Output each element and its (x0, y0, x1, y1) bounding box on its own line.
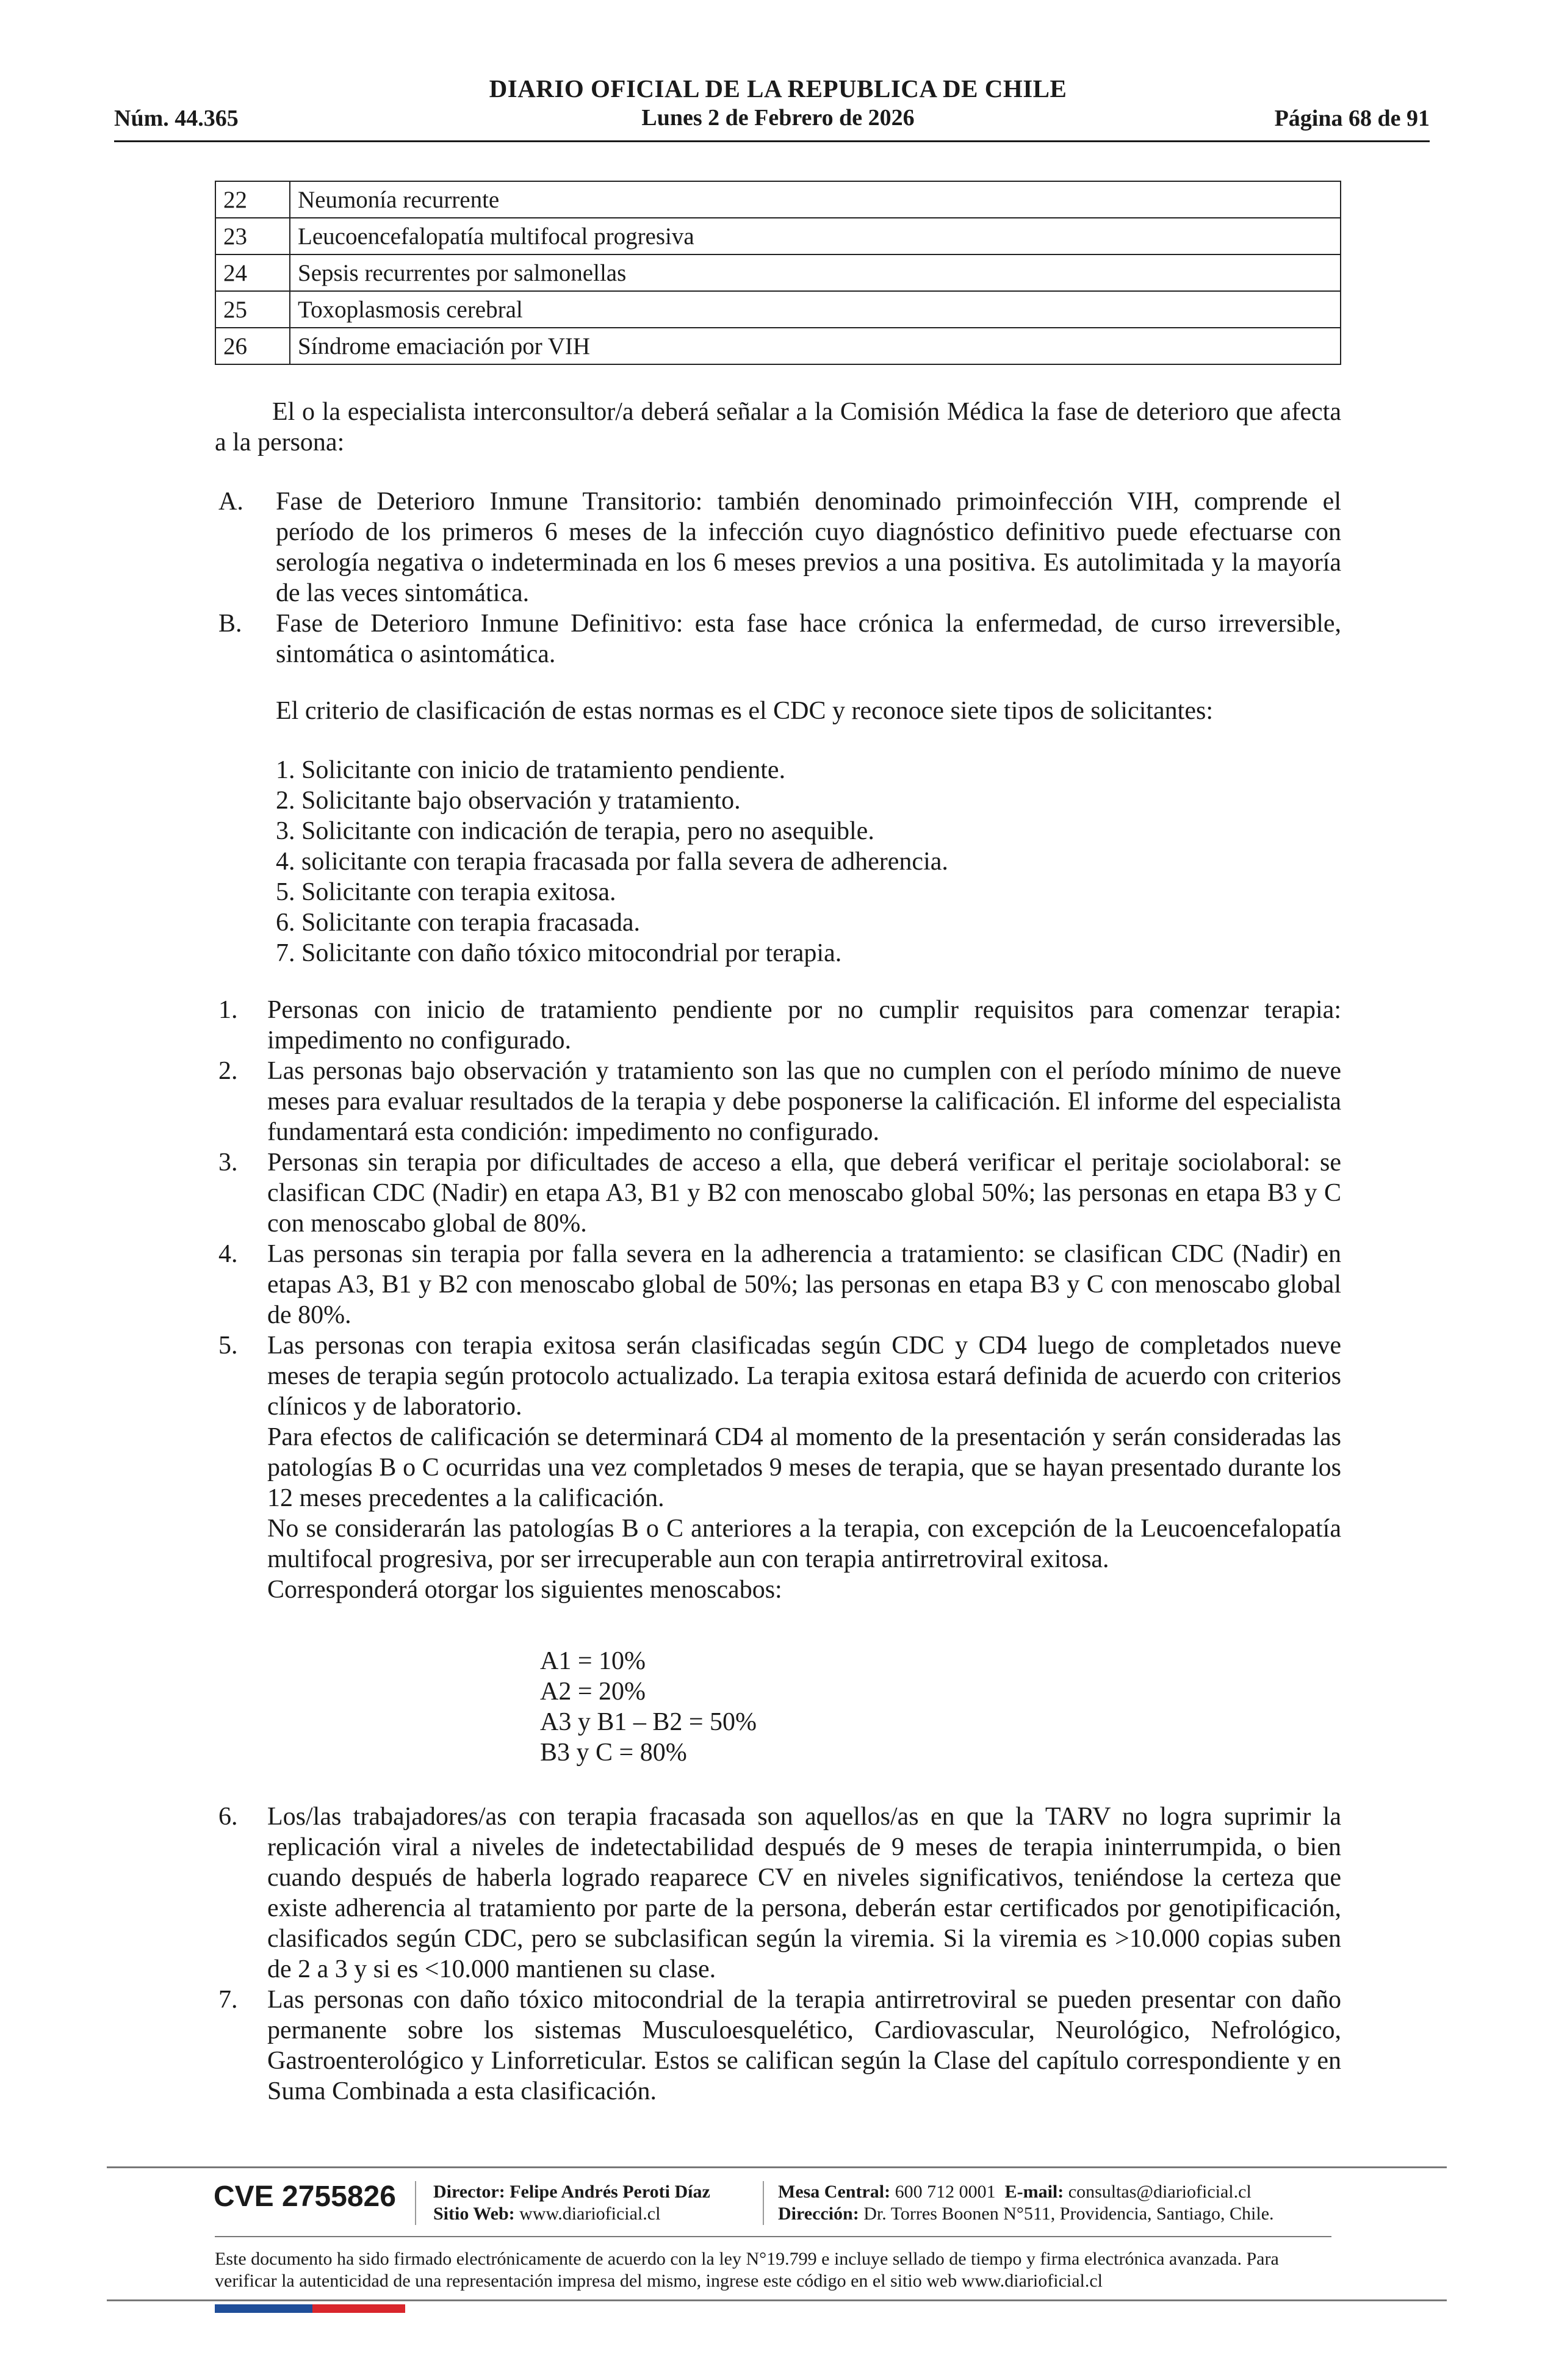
director-name: Felipe Andrés Peroti Díaz (510, 2182, 710, 2202)
list-item: 4. solicitante con terapia fracasada por falla severa de adherencia. (276, 848, 948, 876)
list-marker: 1. (218, 996, 238, 1024)
address-label: Dirección: (778, 2204, 859, 2224)
list-item (218, 1330, 1341, 1605)
legal-notice: Este documento ha sido firmado electrónicamente de acuerdo con la ley N°19.799 e incluye sellado de tiempo y firma electrónica avanzada. Para verificar la autenticidad de una representación impresa del mismo, ingrese este código en el sitio web www.diarioficial.cl (215, 2249, 1279, 2291)
types-list (276, 755, 1341, 968)
list-text: Personas sin terapia por dificultades de acceso a ella, que deberá verificar el peritaje sociolaboral: se clasifican CDC (Nadir) en etapa A3, B1 y B2 con menoscabo global 50%; las personas en etapa B3 y C con menoscabo global de 80%. (267, 1149, 1341, 1238)
row-text: Síndrome emaciación por VIH (290, 328, 1341, 364)
list-marker: 2. (218, 1057, 238, 1085)
flag-bar-blue (215, 2304, 312, 2313)
details-list (218, 995, 1341, 1605)
row-number: 26 (215, 328, 290, 364)
menoscabo-item: A1 = 10% (540, 1647, 646, 1675)
list-item: 3. Solicitante con indicación de terapia, pero no asequible. (276, 817, 874, 845)
email-label: E-mail: (1004, 2182, 1064, 2202)
row-number: 23 (215, 218, 290, 254)
list-text: Las personas bajo observación y tratamiento son las que no cumplen con el período mínimo de nueve meses para evaluar resultados de la terapia y debe posponerse la calificación. El informe del especialista fundamentará esta condición: impedimento no configurado. (267, 1057, 1341, 1146)
list-text: Las personas con daño tóxico mitocondrial de la terapia antirretroviral se pueden presentar con daño permanente sobre los sistemas Musculoesquelético, Cardiovascular, Neurológico, Nefrológico, Gastroenterológico y Linforreticular. Estos se califican según la Clase del capítulo correspondiente y en Suma Combinada a esta clasificación. (267, 1986, 1341, 2105)
issue-date: Lunes 2 de Febrero de 2026 (641, 105, 915, 131)
details-list-2 (218, 1801, 1341, 2107)
header-divider (114, 140, 1430, 142)
list-text: Para efectos de calificación se determinará CD4 al momento de la presentación y serán consideradas las patologías B o C ocurridas una vez completados 9 meses de terapia, que se hayan presentado durante los 12 meses precedentes a la calificación. (267, 1423, 1341, 1512)
footer-divider (215, 2236, 1331, 2237)
row-number: 24 (215, 254, 290, 291)
list-marker: B. (218, 610, 242, 638)
pathology-table (215, 181, 1341, 365)
list-item (218, 995, 1341, 1056)
row-text: Leucoencefalopatía multifocal progresiva (290, 218, 1341, 254)
footer-separator (415, 2181, 416, 2225)
footer-divider (107, 2166, 1447, 2168)
menoscabo-item: A2 = 20% (540, 1678, 646, 1706)
table-row (215, 218, 1341, 254)
mesa-label: Mesa Central: (778, 2182, 891, 2202)
email-link[interactable]: consultas@diarioficial.cl (1068, 2182, 1252, 2202)
list-text: No se considerarán las patologías B o C anteriores a la terapia, con excepción de la Leucoencefalopatía multifocal progresiva, por ser irrecuperable aun con terapia antirretroviral exitosa. (267, 1515, 1341, 1573)
mesa-value: 600 712 0001 (895, 2182, 996, 2202)
list-marker: 5. (218, 1332, 238, 1360)
list-item: 5. Solicitante con terapia exitosa. (276, 878, 616, 906)
row-number: 25 (215, 291, 290, 328)
list-item (218, 608, 1341, 669)
address-value: Dr. Torres Boonen N°511, Providencia, Santiago, Chile. (863, 2204, 1274, 2224)
table-row (215, 181, 1341, 218)
list-text: Las personas sin terapia por falla severa en la adherencia a tratamiento: se clasifican CDC (Nadir) en etapas A3, B1 y B2 con menoscabo global de 50%; las personas en etapa B3 y C con menoscabo global de 80%. (267, 1240, 1341, 1329)
publication-title: DIARIO OFICIAL DE LA REPUBLICA DE CHILE (489, 74, 1067, 103)
footer-separator (763, 2181, 764, 2225)
row-number: 22 (215, 181, 290, 218)
cve-code: CVE 2755826 (214, 2180, 396, 2213)
list-marker: 4. (218, 1240, 238, 1268)
row-text: Sepsis recurrentes por salmonellas (290, 254, 1341, 291)
list-text: Las personas con terapia exitosa serán clasificadas según CDC y CD4 luego de completados nueve meses de terapia según protocolo actualizado. La terapia exitosa estará definida de acuerdo con criterios clínicos y de laboratorio. (267, 1332, 1341, 1421)
list-marker: A. (218, 488, 243, 516)
list-item: 1. Solicitante con inicio de tratamiento pendiente. (276, 756, 786, 784)
list-item (218, 1239, 1341, 1330)
list-item (218, 486, 1341, 608)
list-marker: 3. (218, 1149, 238, 1177)
list-text: Fase de Deterioro Inmune Definitivo: esta fase hace crónica la enfermedad, de curso irreversible, sintomática o asintomática. (276, 610, 1341, 668)
issue-number: Núm. 44.365 (114, 106, 239, 131)
footer-director-block (433, 2181, 710, 2225)
flag-bar-red (312, 2304, 405, 2313)
footer-divider (107, 2299, 1447, 2301)
list-item: 7. Solicitante con daño tóxico mitocondrial por terapia. (276, 939, 842, 967)
footer-contact-block (778, 2181, 1274, 2225)
web-link[interactable]: www.diarioficial.cl (519, 2204, 661, 2224)
page-number: Página 68 de 91 (1274, 106, 1430, 131)
table-row (215, 291, 1341, 328)
list-item: 2. Solicitante bajo observación y tratamiento. (276, 787, 741, 815)
table-row (215, 254, 1341, 291)
menoscabo-item: A3 y B1 – B2 = 50% (540, 1708, 757, 1736)
menoscabo-item: B3 y C = 80% (540, 1739, 687, 1767)
list-text: Personas con inicio de tratamiento pendiente por no cumplir requisitos para comenzar terapia: impedimento no configurado. (267, 996, 1341, 1055)
list-item (218, 1801, 1341, 1985)
list-text: Los/las trabajadores/as con terapia fracasada son aquellos/as en que la TARV no logra suprimir la replicación viral a niveles de indetectabilidad después de 9 meses de terapia ininterrumpida, o bien cuando después de haberla logrado reaparece CV en niveles significativos, teniéndose la certeza que existe adherencia al tratamiento por parte de la persona, deberán estar certificados por genotipificación, clasificados según CDC, pero se subclasifican según la viremia. Si la viremia es >10.000 copias suben de 2 a 3 y si es <10.000 mantienen su clase. (267, 1803, 1341, 1983)
list-text: Fase de Deterioro Inmune Transitorio: también denominado primoinfección VIH, comprende el período de los primeros 6 meses de la infección cuyo diagnóstico definitivo puede efectuarse con serología negativa o indeterminada en los 6 meses previos a una positiva. Es autolimitada y la mayoría de las veces sintomática. (276, 488, 1341, 607)
director-label: Director: (433, 2182, 505, 2202)
row-text: Toxoplasmosis cerebral (290, 291, 1341, 328)
phase-list (218, 486, 1341, 669)
criterio-paragraph: El criterio de clasificación de estas normas es el CDC y reconoce siete tipos de solicitantes: (276, 697, 1213, 725)
list-item: 6. Solicitante con terapia fracasada. (276, 909, 641, 937)
list-item (218, 1056, 1341, 1147)
list-marker: 6. (218, 1803, 238, 1831)
intro-paragraph: El o la especialista interconsultor/a deberá señalar a la Comisión Médica la fase de deterioro que afecta a la persona: (215, 398, 1341, 456)
list-text: Corresponderá otorgar los siguientes menoscabos: (267, 1576, 782, 1604)
row-text: Neumonía recurrente (290, 181, 1341, 218)
list-marker: 7. (218, 1986, 238, 2014)
web-label: Sitio Web: (433, 2204, 515, 2224)
menoscabos-list (540, 1646, 1089, 1768)
list-item (218, 1147, 1341, 1239)
list-item (218, 1985, 1341, 2107)
table-row (215, 328, 1341, 364)
